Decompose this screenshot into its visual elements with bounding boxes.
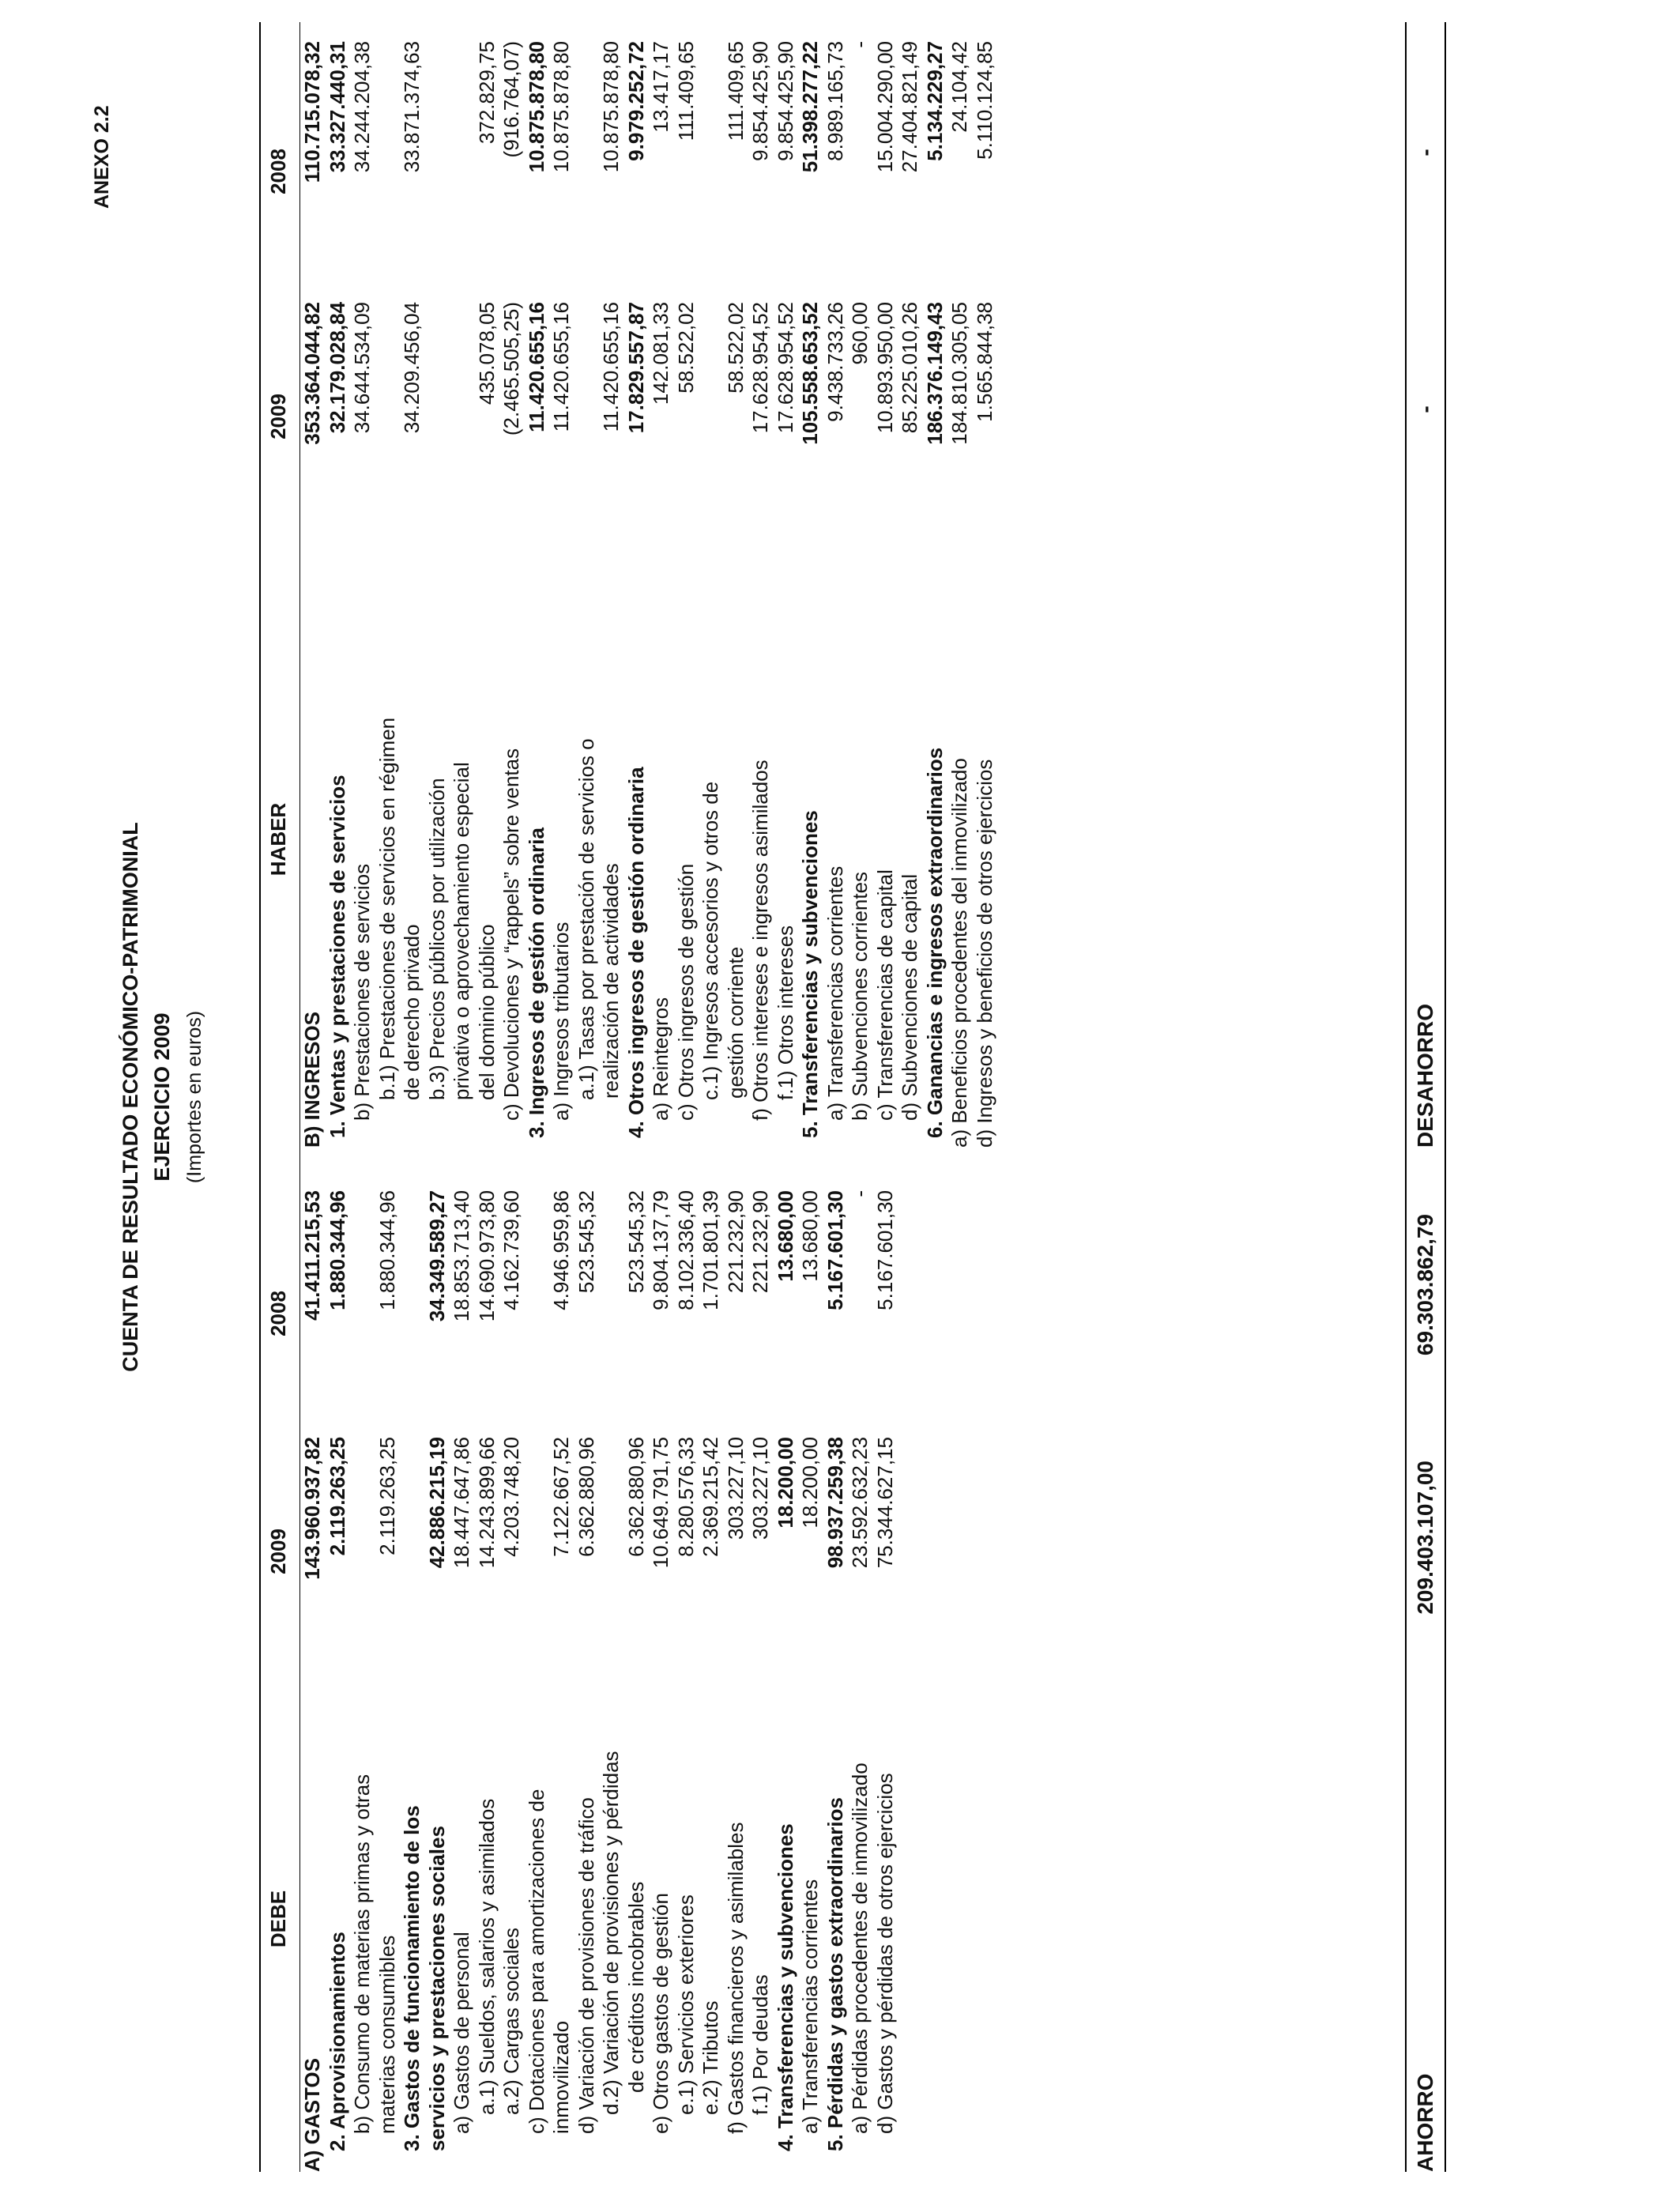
haber-row-label: de derecho privado	[400, 924, 424, 1100]
haber-row-label: 6. Ganancias e ingresos extraordinarios	[922, 747, 947, 1138]
debe-row-2009: 42.886.215,19	[424, 1437, 449, 1569]
haber-row-spacer	[326, 22, 351, 41]
haber-row-2008: 9.854.425,90	[773, 41, 797, 161]
haber-row	[450, 22, 475, 1148]
haber-row-label: a) Reintegros	[649, 997, 672, 1121]
debe-row-2008: 18.853.713,40	[450, 1190, 473, 1322]
debe-row-2008: 34.349.589,27	[424, 1190, 449, 1322]
haber-row-2008	[450, 41, 475, 302]
debe-row-label: 2. Aprovisionamientos	[325, 1932, 349, 2151]
haber-row-label: b.3) Precios públicos por utilización	[424, 778, 449, 1100]
haber-row-spacer	[300, 22, 326, 41]
debe-row-label: a) Transferencias corrientes	[798, 1879, 822, 2134]
haber-row-2009: (2.465.505,25)	[499, 302, 523, 436]
haber-row-2009: 17.628.954,52	[773, 302, 797, 434]
haber-row	[973, 22, 998, 1148]
haber-row-label: B) INGRESOS	[300, 1012, 324, 1148]
debe-header-2009: 2009	[257, 1437, 300, 1666]
debe-row-label: d.2) Variación de provisiones y pérdidas	[599, 1751, 623, 2115]
haber-row	[823, 22, 849, 1148]
debe-row	[823, 1148, 849, 2172]
haber-row	[599, 22, 624, 1148]
debe-row-spacer	[300, 1148, 326, 1190]
debe-row-spacer	[425, 1148, 450, 1190]
debe-row-spacer	[699, 1148, 724, 1190]
haber-row	[300, 22, 326, 1148]
debe-row	[699, 1148, 724, 2172]
debe-row-label: 3. Gastos de funcionamiento de los	[400, 1805, 424, 2151]
haber-row-spacer	[450, 22, 475, 41]
debe-row-2008: 13.680,00	[798, 1190, 822, 1282]
haber-row-spacer	[823, 22, 849, 41]
haber-row-label: 5. Transferencias y subvenciones	[798, 810, 822, 1138]
haber-row-spacer	[848, 22, 873, 41]
haber-row-2009	[375, 302, 401, 531]
debe-row-spacer	[798, 1148, 823, 1190]
haber-row-2009: 11.420.655,16	[524, 302, 548, 432]
debe-row-2008: 1.880.344,96	[325, 1190, 349, 1310]
haber-row-spacer	[350, 22, 375, 41]
haber-row-2008: 27.404.821,49	[898, 41, 921, 173]
debe-row-2009: 18.200,00	[773, 1437, 797, 1529]
debe-row-2009: 98.937.259,38	[823, 1437, 847, 1569]
debe-header-spacer	[257, 1148, 300, 1190]
debe-row-2009	[525, 1437, 550, 1666]
haber-row-2008: 15.004.290,00	[872, 41, 897, 173]
haber-row-2009: 17.829.557,87	[623, 302, 648, 434]
haber-row-2009: 960,00	[848, 302, 872, 365]
haber-row-label: c) Devoluciones y “rappels” sobre ventas	[499, 748, 523, 1121]
haber-row-label: 1. Ventas y prestaciones de servicios	[325, 775, 349, 1138]
haber-row	[674, 22, 699, 1148]
debe-row-label: f.1) Por deudas	[748, 1974, 772, 2115]
haber-row-2008: 13.417,17	[649, 41, 672, 133]
haber-row	[475, 22, 500, 1148]
debe-row-2008: 41.411.215,53	[300, 1190, 324, 1321]
haber-row-2008	[699, 41, 724, 302]
debe-row-2008: 8.102.336,40	[673, 1190, 698, 1310]
haber-row	[898, 22, 923, 1148]
debe-row	[748, 1148, 774, 2172]
debe-row-label: a.1) Sueldos, salarios y asimilados	[474, 1798, 499, 2115]
debe-row-2009: 18.447.647,86	[450, 1437, 473, 1569]
haber-row-spacer	[973, 22, 998, 41]
debe-row	[774, 1148, 799, 2172]
ahorro-2008: 69.303.862,79	[1413, 1214, 1437, 1356]
haber-row-label: privativa o aprovechamiento especial	[450, 762, 473, 1100]
haber-row-label: gestión corriente	[723, 946, 748, 1099]
haber-row-spacer	[375, 22, 401, 41]
haber-row-label: c.1) Ingresos accesorios y otros de	[699, 781, 722, 1100]
haber-row	[375, 22, 401, 1148]
debe-row-label: d) Gastos y pérdidas de otros ejercicios	[872, 1773, 897, 2134]
haber-row-label: c) Otros ingresos de gestión	[673, 863, 698, 1121]
debe-row-2009: 303.227,10	[723, 1437, 748, 1540]
debe-row-2008: 5.167.601,30	[823, 1190, 847, 1310]
debe-row-label: c) Dotaciones para amortizaciones de	[524, 1789, 548, 2134]
ahorro-2009: 209.403.107,00	[1413, 1461, 1437, 1615]
debe-row-spacer	[475, 1148, 500, 1190]
document-subtitle: EJERCICIO 2009	[150, 1012, 174, 1182]
debe-header-concept: DEBE	[257, 1666, 300, 2172]
haber-row	[326, 22, 351, 1148]
haber-header-concept: HABER	[257, 531, 300, 1148]
haber-row-spacer	[574, 22, 600, 41]
debe-row-2009: 75.344.627,15	[872, 1437, 897, 1569]
debe-row-2009: 18.200,00	[798, 1437, 822, 1529]
haber-row-2008: 9.979.252,72	[623, 41, 648, 161]
debe-row-spacer	[574, 1148, 600, 1190]
haber-row	[873, 22, 898, 1148]
haber-row	[350, 22, 375, 1148]
haber-row-2009: 58.522,02	[673, 302, 698, 394]
debe-row-2008: 1.880.344,96	[375, 1190, 399, 1310]
haber-row-label: del dominio público	[474, 924, 499, 1100]
haber-row-label: c) Transferencias de capital	[872, 869, 897, 1121]
debe-row	[525, 1148, 550, 2172]
debe-row	[724, 1148, 749, 2172]
haber-header-row	[257, 22, 300, 1148]
haber-row-label: a.1) Tasas por prestación de servicios o	[574, 738, 598, 1100]
haber-row-2008	[375, 41, 401, 302]
haber-row-2008: 111.409,65	[723, 41, 748, 141]
haber-row-label: b) Prestaciones de servicios	[350, 863, 374, 1121]
haber-row-2008: 51.398.277,22	[798, 41, 822, 173]
haber-row-2008: 10.875.878,80	[524, 41, 548, 173]
debe-row-spacer	[724, 1148, 749, 1190]
haber-row-2009: 32.179.028,84	[325, 302, 349, 434]
desahorro-2008: -	[1413, 149, 1437, 156]
haber-row	[499, 22, 525, 1148]
desahorro-2009: -	[1413, 405, 1437, 413]
haber-row-spacer	[674, 22, 699, 41]
debe-row-2008	[400, 1190, 425, 1437]
haber-row-spacer	[947, 22, 973, 41]
debe-row	[475, 1148, 500, 2172]
totals-bottom-rule	[1445, 22, 1446, 2172]
haber-row-spacer	[798, 22, 823, 41]
debe-row-2009: 2.369.215,42	[699, 1437, 722, 1557]
debe-row-2009: 10.649.791,75	[649, 1437, 672, 1569]
haber-row-label: a) Transferencias corrientes	[823, 865, 847, 1121]
debe-row-spacer	[848, 1148, 873, 1190]
debe-row-label: de créditos incobrables	[623, 1881, 648, 2093]
haber-row-2008: 33.871.374,63	[400, 41, 424, 173]
debe-row-2008: 221.232,90	[723, 1190, 748, 1294]
haber-row-2009: 85.225.010,26	[898, 302, 921, 434]
debe-row-2008: -	[848, 1190, 872, 1197]
debe-row-2009	[350, 1437, 375, 1666]
debe-row-spacer	[649, 1148, 674, 1190]
debe-row	[674, 1148, 699, 2172]
haber-row-2008: 24.104,42	[947, 41, 971, 133]
haber-row-2009: 34.209.456,04	[400, 302, 424, 434]
haber-row-label: a) Ingresos tributarios	[549, 922, 573, 1121]
haber-row-2008: 8.989.165,73	[823, 41, 847, 161]
debe-row-2008	[599, 1190, 624, 1437]
debe-row-label: a) Gastos de personal	[450, 1932, 473, 2134]
debe-row-label: inmovilizado	[549, 2020, 573, 2134]
haber-row-spacer	[425, 22, 450, 41]
haber-row-label: realización de actividades	[599, 863, 623, 1099]
haber-row-2008: 111.409,65	[673, 41, 698, 141]
annex-label: ANEXO 2.2	[91, 105, 113, 209]
haber-row-2009	[450, 302, 475, 531]
debe-row	[649, 1148, 674, 2172]
haber-row-spacer	[724, 22, 749, 41]
debe-row-label: d) Variación de provisiones de tráfico	[574, 1797, 598, 2134]
haber-row-2009: 11.420.655,16	[549, 302, 573, 432]
debe-row-2008: 221.232,90	[748, 1190, 772, 1294]
haber-row-2009: 58.522,02	[723, 302, 748, 394]
debe-row-2008: 9.804.137,79	[649, 1190, 672, 1310]
haber-row-2008: 372.829,75	[474, 41, 499, 145]
haber-header-2008: 2008	[257, 41, 300, 302]
debe-row-2009: 4.203.748,20	[499, 1437, 523, 1557]
debe-row-2009: 2.119.263,25	[325, 1437, 349, 1556]
debe-row-2008: 13.680,00	[773, 1190, 797, 1282]
debe-row-label: e) Otros gastos de gestión	[649, 1893, 672, 2134]
debe-row-2009	[400, 1437, 425, 1666]
haber-row-label: b) Subvenciones corrientes	[848, 871, 872, 1121]
haber-row	[947, 22, 973, 1148]
debe-row	[549, 1148, 574, 2172]
haber-row-2009	[699, 302, 724, 531]
debe-row-2008: 5.167.601,30	[872, 1190, 897, 1310]
haber-row-2008	[425, 41, 450, 302]
debe-row-spacer	[774, 1148, 799, 1190]
haber-row-2009: 186.376.149,43	[922, 302, 947, 445]
haber-row-2009: 34.644.534,09	[350, 302, 374, 434]
haber-row	[525, 22, 550, 1148]
haber-row-label: d) Subvenciones de capital	[898, 873, 921, 1121]
debe-row-label: a.2) Cargas sociales	[499, 1928, 523, 2115]
ahorro-label: AHORRO	[1413, 2073, 1437, 2172]
haber-row-spacer	[699, 22, 724, 41]
units-note: (Importes en euros)	[183, 1010, 205, 1184]
haber-row-spacer	[748, 22, 774, 41]
haber-row-2008: 9.854.425,90	[748, 41, 772, 161]
haber-row-2009: 11.420.655,16	[599, 302, 623, 432]
debe-row-2009: 6.362.880,96	[574, 1437, 598, 1557]
haber-row-spacer	[923, 22, 948, 41]
haber-row-2008: 10.875.878,80	[599, 41, 623, 173]
debe-row-spacer	[375, 1148, 401, 1190]
debe-row-2009: 8.280.576,33	[673, 1437, 698, 1557]
debe-row	[499, 1148, 525, 2172]
haber-body	[300, 22, 998, 1148]
haber-row-2008: (916.764,07)	[499, 41, 523, 158]
debe-row-label: f) Gastos financieros y asimilables	[723, 1822, 748, 2134]
debe-row-spacer	[823, 1148, 849, 1190]
debe-row-label: b) Consumo de materias primas y otras	[350, 1774, 374, 2134]
haber-row-label: b.1) Prestaciones de servicios en régimen	[375, 717, 399, 1100]
debe-row-2009	[599, 1437, 624, 1666]
haber-row-2008: 10.875.878,80	[549, 41, 573, 173]
debe-row-spacer	[400, 1148, 425, 1190]
haber-row-2008: 110.715.078,32	[300, 41, 324, 183]
haber-row-2009: 10.893.950,00	[872, 302, 897, 434]
haber-row-2008	[574, 41, 600, 302]
haber-row-spacer	[774, 22, 799, 41]
haber-table	[257, 22, 997, 1148]
debe-row	[400, 1148, 425, 2172]
haber-row-label: 3. Ingresos de gestión ordinaria	[524, 827, 548, 1138]
debe-row-spacer	[350, 1148, 375, 1190]
debe-row-2008: 523.545,32	[623, 1190, 648, 1294]
debe-row	[300, 1148, 326, 2172]
haber-row-spacer	[525, 22, 550, 41]
haber-row	[724, 22, 749, 1148]
debe-row-spacer	[450, 1148, 475, 1190]
haber-row-2009: 17.628.954,52	[748, 302, 772, 434]
debe-row-2008: 1.701.801,39	[699, 1190, 722, 1310]
haber-row-2009: 435.078,05	[474, 302, 499, 405]
haber-row-spacer	[898, 22, 923, 41]
debe-row-2008	[350, 1190, 375, 1437]
debe-row-spacer	[326, 1148, 351, 1190]
debe-header-row	[257, 1148, 300, 2172]
debe-row-label: 5. Pérdidas y gastos extraordinarios	[823, 1797, 847, 2151]
haber-row-spacer	[499, 22, 525, 41]
debe-row-label: 4. Transferencias y subvenciones	[773, 1823, 797, 2151]
haber-row-label: 4. Otros ingresos de gestión ordinaria	[623, 767, 648, 1138]
haber-row-spacer	[400, 22, 425, 41]
haber-row-2009	[574, 302, 600, 531]
debe-row-spacer	[499, 1148, 525, 1190]
debe-row	[350, 1148, 375, 2172]
haber-row-spacer	[649, 22, 674, 41]
document-title: CUENTA DE RESULTADO ECONÓMICO-PATRIMONIAL	[119, 822, 142, 1372]
haber-row-2009: 105.558.653,52	[798, 302, 822, 445]
debe-row-spacer	[873, 1148, 898, 1190]
haber-row	[699, 22, 724, 1148]
debe-row	[574, 1148, 600, 2172]
debe-row-label: e.1) Servicios exteriores	[673, 1894, 698, 2115]
haber-row	[549, 22, 574, 1148]
haber-row-label: f.1) Otros intereses	[773, 925, 797, 1100]
haber-row-2009: 9.438.733,26	[823, 302, 847, 422]
debe-row-label: servicios y prestaciones sociales	[424, 1826, 449, 2151]
debe-header-2008: 2008	[257, 1190, 300, 1437]
debe-row	[326, 1148, 351, 2172]
debe-row-spacer	[748, 1148, 774, 1190]
debe-row	[375, 1148, 401, 2172]
debe-row-label: A) GASTOS	[300, 2058, 324, 2172]
haber-header-2009: 2009	[257, 302, 300, 531]
debe-row-2009: 7.122.667,52	[549, 1437, 573, 1557]
haber-row-spacer	[873, 22, 898, 41]
debe-row	[425, 1148, 450, 2172]
haber-row-2009: 1.565.844,38	[972, 302, 996, 422]
debe-row-2008: 523.545,32	[574, 1190, 598, 1294]
debe-row	[450, 1148, 475, 2172]
haber-row	[425, 22, 450, 1148]
haber-row-2008: 5.110.124,85	[972, 41, 996, 160]
debe-row	[599, 1148, 624, 2172]
debe-row-label: materias consumibles	[375, 1935, 399, 2134]
debe-row-2008: 14.690.973,80	[474, 1190, 499, 1322]
debe-row-spacer	[624, 1148, 650, 1190]
debe-row-2009: 2.119.263,25	[375, 1437, 399, 1555]
debe-body	[300, 1148, 898, 2172]
debe-row-2009: 303.227,10	[748, 1437, 772, 1540]
debe-row-spacer	[525, 1148, 550, 1190]
debe-row-2009: 143.960.937,82	[300, 1437, 324, 1580]
haber-row	[649, 22, 674, 1148]
haber-row	[923, 22, 948, 1148]
haber-row-2008: 34.244.204,38	[350, 41, 374, 173]
haber-row-label: d) Ingresos y beneficios de otros ejercicios	[972, 759, 996, 1148]
debe-row	[798, 1148, 823, 2172]
debe-table	[257, 1148, 898, 2172]
haber-row-2009: 184.810.305,05	[947, 302, 971, 445]
haber-row-label: a) Beneficios procedentes del inmovilizado	[947, 758, 971, 1148]
haber-row-spacer	[475, 22, 500, 41]
haber-row-spacer	[599, 22, 624, 41]
haber-row	[624, 22, 650, 1148]
haber-row	[574, 22, 600, 1148]
debe-row-2009: 6.362.880,96	[623, 1437, 648, 1557]
desahorro-label: DESAHORRO	[1413, 1003, 1437, 1148]
haber-row	[748, 22, 774, 1148]
haber-row-2008: 33.327.440,31	[325, 41, 349, 173]
haber-row	[400, 22, 425, 1148]
haber-row	[848, 22, 873, 1148]
debe-row-label: a) Pérdidas procedentes de inmovilizado	[848, 1762, 872, 2134]
haber-row	[774, 22, 799, 1148]
haber-row-2008: -	[848, 41, 872, 48]
debe-row	[848, 1148, 873, 2172]
haber-row-spacer	[549, 22, 574, 41]
debe-row	[873, 1148, 898, 2172]
debe-row-spacer	[599, 1148, 624, 1190]
debe-row-spacer	[549, 1148, 574, 1190]
haber-header-spacer	[257, 22, 300, 41]
haber-row-2008: 5.134.229,27	[922, 41, 947, 161]
haber-row-label: f) Otros intereses e ingresos asimilados	[748, 760, 772, 1121]
debe-row-spacer	[674, 1148, 699, 1190]
debe-row-2008: 4.946.959,86	[549, 1190, 573, 1310]
debe-row-2008	[525, 1190, 550, 1437]
debe-row-label: e.2) Tributos	[699, 2000, 722, 2115]
haber-row-2009	[425, 302, 450, 531]
haber-row	[798, 22, 823, 1148]
haber-row-2009: 353.364.044,82	[300, 302, 324, 445]
debe-row-2009: 23.592.632,23	[848, 1437, 872, 1569]
debe-row	[624, 1148, 650, 2172]
debe-row-2009: 14.243.899,66	[474, 1437, 499, 1569]
debe-row-2008: 4.162.739,60	[499, 1190, 523, 1310]
haber-row-spacer	[624, 22, 650, 41]
haber-row-2009: 142.081,33	[649, 302, 672, 405]
